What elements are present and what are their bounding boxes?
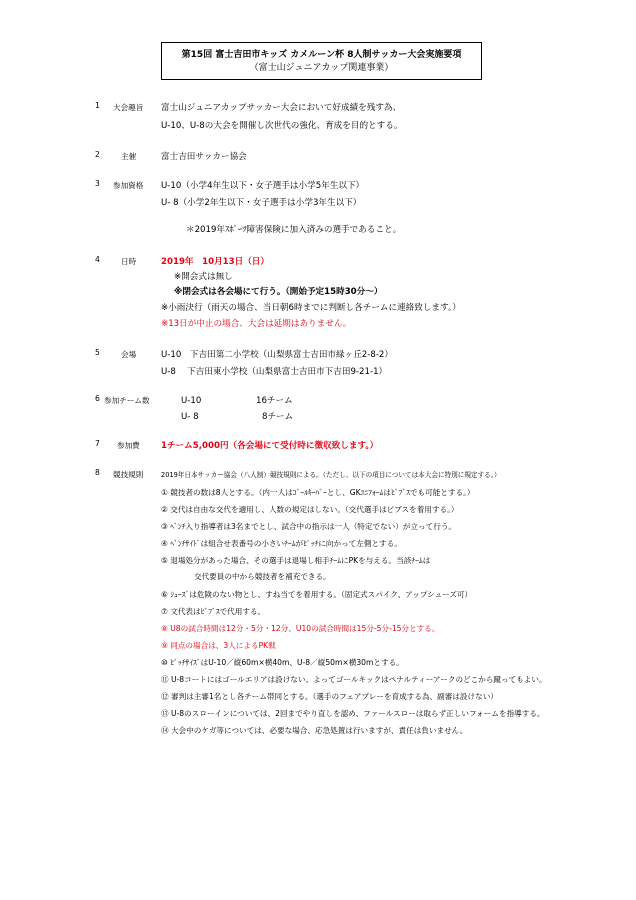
section-label: 参加資格	[113, 181, 144, 190]
document-title: 第15回 富士吉田市キッズ カメルーン杯 8人制サッカー大会実施要項	[181, 50, 462, 60]
section-text: U-10（小学4年生以下・女子選手は小学5年生以下）	[161, 181, 365, 191]
rule-item: ② 交代は自由な交代を適用し、人数の規定はしない。（交代選手はビブスを着用する。）	[161, 505, 459, 514]
rule-item: ⑧ U8の試合時間は12分・5分・12分、U10の試合時間は15分-5分-15分とする。	[161, 624, 440, 633]
rule-item: ⑤ 退場処分があった場合、その選手は退場し相手ﾁｰﾑにPKを与える。当該ﾁｰﾑは	[161, 556, 431, 565]
rule-item: ⑨ 同点の場合は、3人によるPK戦	[161, 641, 276, 650]
rule-item: ⑫ 審判は主審1名とし各チーム帯同とする。（選手のフェアプレーを育成する為、副審は設けない）	[161, 692, 498, 701]
section-number: 1	[95, 101, 100, 110]
section-label: 会場	[121, 350, 137, 359]
section-number: 4	[95, 255, 100, 264]
section-label: 競技規則	[113, 470, 144, 479]
rule-item: ⑬ U-8のスローインについては、2回までやり直しを認め、ファールスローは取らず正しいフォームを指導する。	[161, 709, 545, 718]
rule-item: ① 競技者の数は8人とする。（内一人はｺﾞｰﾙｷｰﾊﾟｰとし、GKﾕﾆﾌｫｰﾑはﾋﾞﾌﾞｽでも可能とする。）	[161, 488, 475, 497]
team-category: U- 8	[181, 412, 199, 422]
rule-item-continued: 交代要員の中から競技者を補充できる。	[194, 572, 331, 581]
section-number: 2	[95, 150, 100, 159]
venue-text: U-8 下吉田東小学校（山梨県富士吉田市下吉田9-21-1）	[161, 367, 388, 377]
rule-item: ③ ﾍﾞﾝﾁ入り指導者は3名までとし、試合中の指示は一人（特定でない）が立って行う。	[161, 522, 457, 531]
section-note: ＊2019年ｽﾎﾟｰﾂ障害保険に加入済みの選手であること。	[186, 225, 402, 235]
section-label: 参加チーム数	[104, 396, 150, 405]
document-subtitle: （富士山ジュニアカップ関連事業）	[249, 63, 394, 73]
rule-item: ⑭ 大会中のケガ等については、必要な場合、応急処置は行いますが、責任は負いません。	[161, 726, 468, 735]
section-text: U- 8（小学2年生以下・女子選手は小学3年生以下）	[161, 198, 362, 208]
venue-text: U-10 下吉田第二小学校（山梨県富士吉田市緑ヶ丘2-8-2）	[161, 350, 393, 360]
entry-fee: 1チーム5,000円（各会場にて受付時に徴収致します。）	[161, 441, 379, 451]
section-note: ※開会式は無し	[174, 272, 233, 282]
section-text: U-10、U-8の大会を開催し次世代の強化、育成を目的とする。	[161, 121, 403, 131]
section-label: 大会趣旨	[113, 103, 144, 112]
rule-item: ⑪ U-8コートにはゴールエリアは設けない。よってゴールキックはペナルティーアークのどこから蹴ってもよい。	[161, 675, 547, 684]
section-number: 8	[95, 468, 100, 477]
team-category: U-10	[181, 396, 202, 406]
team-count: 8チーム	[262, 412, 294, 422]
section-label: 主催	[121, 152, 137, 161]
section-text: 富士吉田サッカー協会	[161, 152, 247, 162]
section-label: 参加費	[117, 441, 140, 450]
rule-item: ⑦ 文代表はﾋﾞﾌﾞｽで代用する。	[161, 607, 266, 616]
section-number: 6	[95, 394, 100, 403]
rules-intro: 2019年日本サッカー協会（八人制）競技規則による。（ただし、以下の項目については本大会に特別に規定する。）	[161, 471, 501, 479]
section-text: 富士山ジュニアカップサッカー大会において好成績を残す為、	[161, 103, 402, 113]
section-number: 3	[95, 179, 100, 188]
section-label: 日時	[121, 257, 137, 266]
title-box	[161, 42, 482, 80]
section-number: 5	[95, 348, 100, 357]
rule-item: ④ ﾍﾞﾝﾁｻｲﾄﾞは組合せ表番号の小さいﾁｰﾑがﾋﾟｯﾁに向かって左側とする。	[161, 539, 402, 548]
section-note: ※小雨決行（雨天の場合、当日朝6時までに判断し各チームに連絡致します。）	[161, 303, 461, 313]
rule-item: ⑥ ｼｭｰｽﾞは危険のない物とし、すね当てを着用する。（固定式スパイク、アップシューズ可）	[161, 590, 473, 599]
section-number: 7	[95, 439, 100, 448]
section-note: ※閉会式は各会場にて行う。（開始予定15時30分～）	[174, 287, 383, 297]
team-count: 16チーム	[256, 396, 293, 406]
rule-item: ⑩ ﾋﾟｯﾁｻｲｽﾞはU-10／縦60m×横40m、U-8／縦50m×横30mとする。	[161, 658, 404, 667]
event-date: 2019年 10月13日（日）	[161, 257, 269, 267]
section-note: ※13日が中止の場合、大会は延期はありません。	[161, 319, 352, 329]
